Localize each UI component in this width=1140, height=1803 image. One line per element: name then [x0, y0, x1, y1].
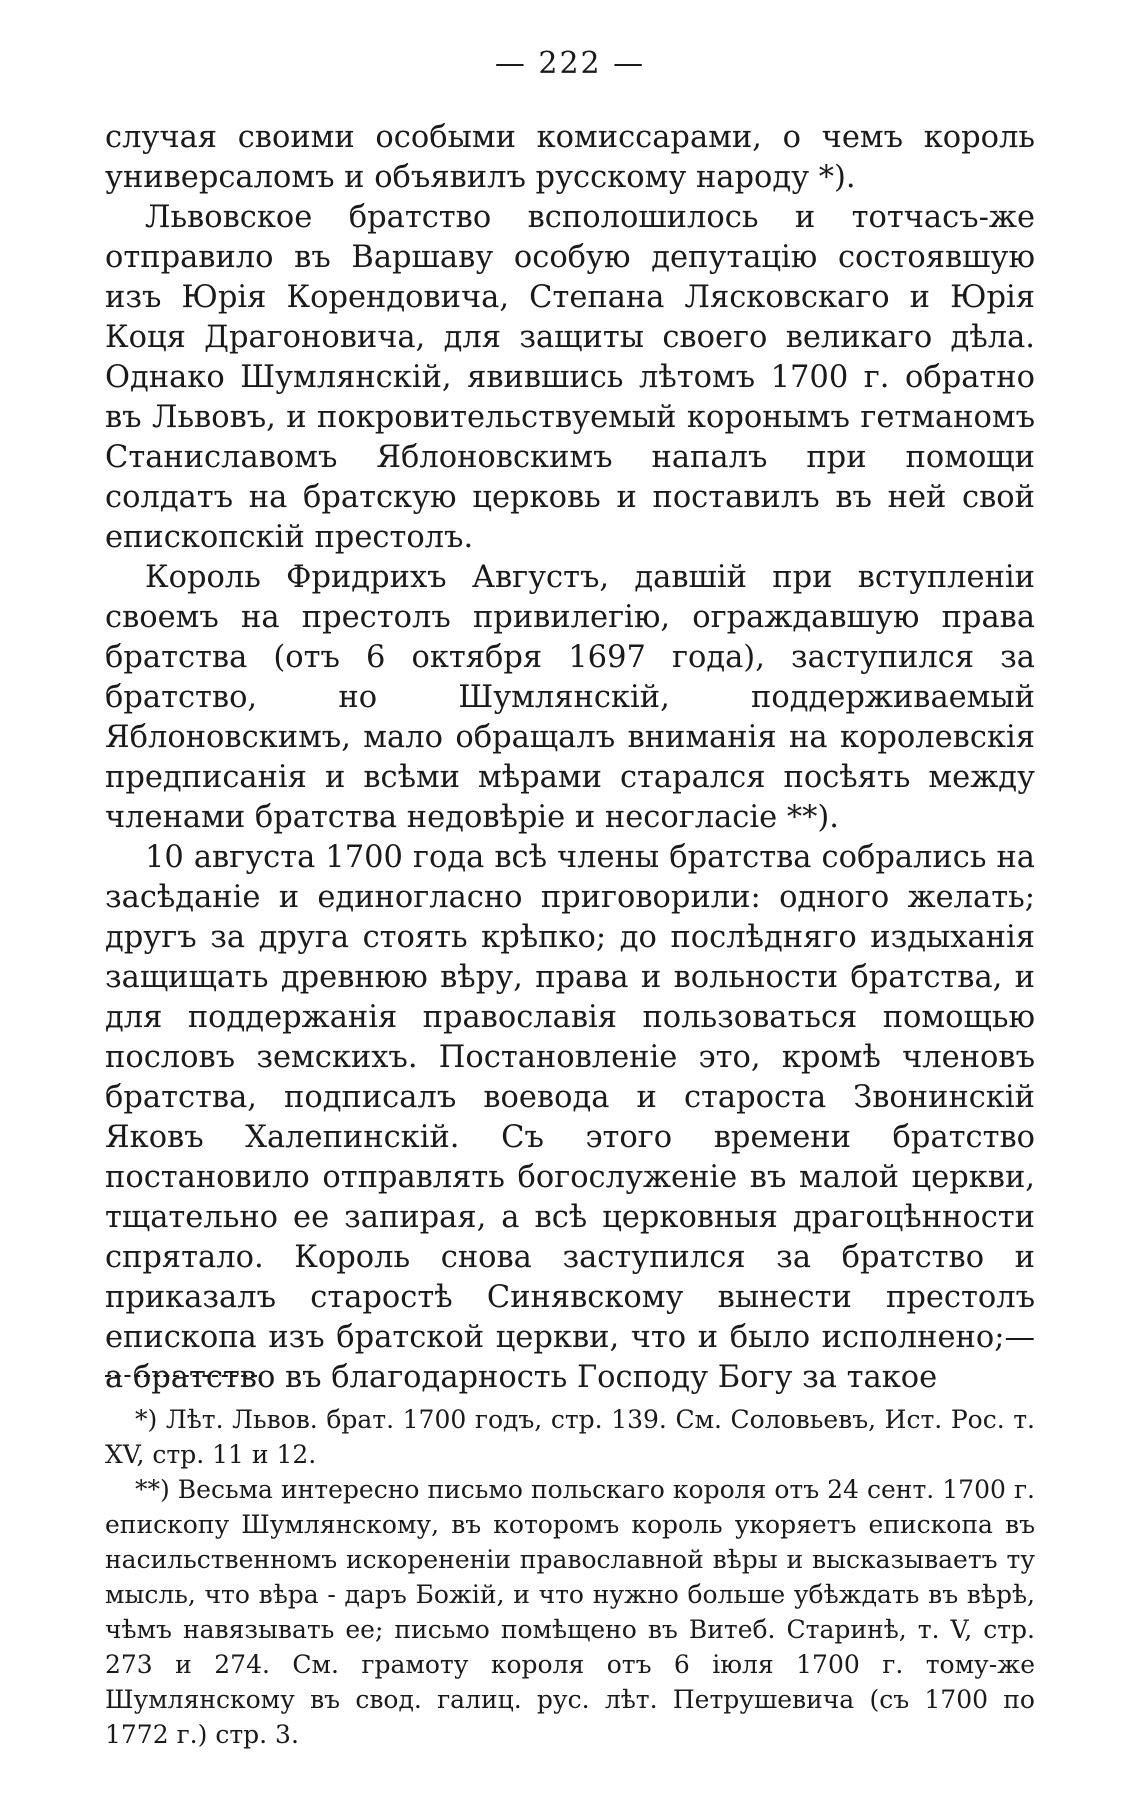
footnotes-section — [105, 1402, 1035, 1752]
paragraph-august-1700: 10 августа 1700 года всѣ члены братства собрались на засѣданіе и единогласно приговорили: одного желать; другъ за друга стоять крѣпко; до послѣдняго издыханія защищать древнюю вѣру, права и вольности братства, и для поддержанія православія пользоваться помощью пословъ земскихъ. Постановленіе это, кромѣ членовъ братства, подписалъ воевода и староста Звонинскій Яковъ Халепинскій. Съ этого времени братство постановило отправлять богослуженіе въ малой церкви, тщательно ее запирая, а всѣ церковныя драгоцѣнности спрятало. Король снова заступился за братство и приказалъ старостѣ Синявскому вынести престолъ епископа изъ братской церкви, что и было исполнено;—а братство въ благодарность Господу Богу за такое — [105, 840, 1035, 1395]
page-number: — 222 — — [494, 46, 646, 81]
footnote-1: *) Лѣт. Львов. брат. 1700 годъ, стр. 139. См. Соловьевъ, Ист. Рос. т. XV, стр. 11 и 12. — [105, 1405, 1035, 1469]
paragraph-king-friedrich-august: Король Фридрихъ Августъ, давшій при вступленіи своемъ на престолъ привилегію, ограждавшую права братства (отъ 6 октября 1697 года), заступился за братство, но Шумлянскій, поддерживаемый Яблоновскимъ, мало обращалъ вниманія на королевскія предписанія и всѣми мѣрами старался посѣять между членами братства недовѣріе и несогласіе **). — [105, 560, 1035, 835]
footnote-2: **) Весьма интересно письмо польскаго короля отъ 24 сент. 1700 г. епископу Шумлянскому, въ которомъ король укоряетъ епископа въ насильственномъ искорененіи православной вѣры и высказываетъ ту мысль, что вѣра - даръ Божій, и что нужно больше убѣждать въ вѣрѣ, чѣмъ навязывать ее; письмо помѣщено въ Витеб. Старинѣ, т. V, стр. 273 и 274. См. грамоту короля отъ 6 іюля 1700 г. тому-же Шумлянскому въ свод. галиц. рус. лѣт. Петрушевича (съ 1700 по 1772 г.) стр. 3. — [105, 1475, 1035, 1749]
main-text-body — [105, 118, 1035, 1398]
paragraph-lviv-brotherhood: Львовское братство всполошилось и тотчасъ-же отправило въ Варшаву особую депутацію состоявшую изъ Юрія Корендовича, Степана Лясковскаго и Юрія Коця Драгоновича, для защиты своего великаго дѣла. Однако Шумлянскій, явившись лѣтомъ 1700 г. обратно въ Львовъ, и покровительствуемый коронымъ гетманомъ Станиславомъ Яблоновскимъ напалъ при помощи солдатъ на братскую церковь и поставилъ въ ней свой епископскій престолъ. — [105, 200, 1035, 555]
paragraph-continuation: случая своими особыми комиссарами, о чемъ король универсаломъ и объявилъ русскому народу *). — [105, 120, 1035, 195]
footnote-divider — [105, 1375, 257, 1377]
